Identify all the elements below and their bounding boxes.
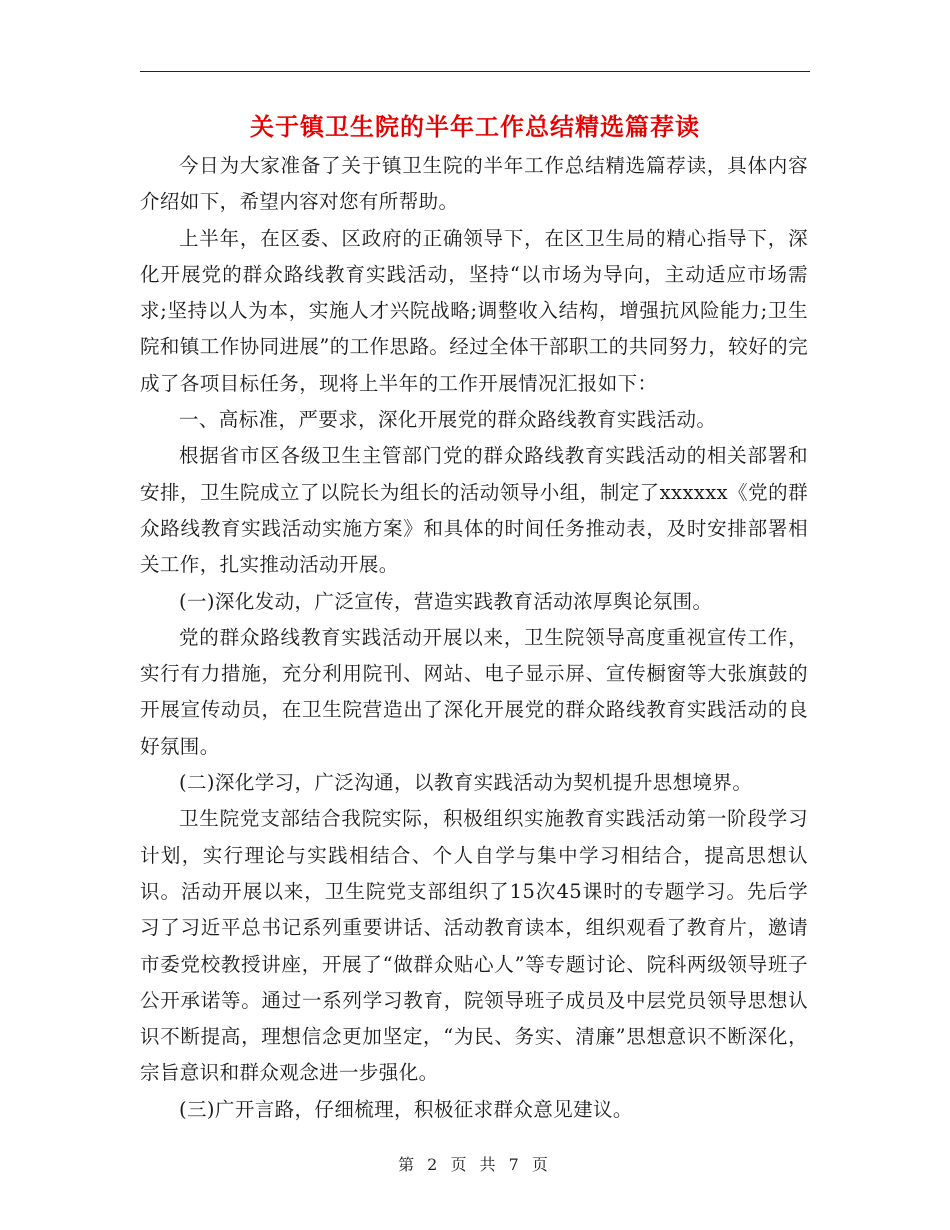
subsection-heading-3: (三)广开言路，仔细梳理，积极征求群众意见建议。 (179, 1097, 633, 1121)
paragraph-intro: 今日为大家准备了关于镇卫生院的半年工作总结精选篇荐读，具体内容介绍如下，希望内容对您有所帮助。 (140, 154, 808, 214)
document-body (140, 148, 808, 1128)
page-number: 第 2 页 共 7 页 (398, 1155, 552, 1174)
paragraph-arrangement: 根据省市区各级卫生主管部门党的群众路线教育实践活动的相关部署和安排，卫生院成立了以院长为组长的活动领导小组，制定了xxxxxx《党的群众路线教育实践活动实施方案》和具体的时间任务推动表，及时安排部署相关工作，扎实推动活动开展。 (140, 444, 808, 577)
paragraph-publicity: 党的群众路线教育实践活动开展以来，卫生院领导高度重视宣传工作，实行有力措施，充分利用院刊、网站、电子显示屏、宣传橱窗等大张旗鼓的开展宣传动员，在卫生院营造出了深化开展党的群众路线教育实践活动的良好氛围。 (140, 625, 808, 758)
document-title: 关于镇卫生院的半年工作总结精选篇荐读 (250, 113, 700, 141)
paragraph-study: 卫生院党支部结合我院实际，积极组织实施教育实践活动第一阶段学习计划，实行理论与实践相结合、个人自学与集中学习相结合，提高思想认识。活动开展以来，卫生院党支部组织了15次45课时的专题学习。先后学习了习近平总书记系列重要讲话、活动教育读本，组织观看了教育片，邀请市委党校教授讲座，开展了“做群众贴心人”等专题讨论、院科两级领导班子公开承诺等。通过一系列学习教育，院领导班子成员及中层党员领导思想认识不断提高，理想信念更加坚定，“为民、务实、清廉”思想意识不断深化，宗旨意识和群众观念进一步强化。 (140, 807, 808, 1085)
section-heading-1: 一、高标准，严要求，深化开展党的群众路线教育实践活动。 (179, 408, 717, 432)
paragraph-overview: 上半年，在区委、区政府的正确领导下，在区卫生局的精心指导下，深化开展党的群众路线教育实践活动，坚持“以市场为导向，主动适应市场需求;坚持以人为本，实施人才兴院战略;调整收入结构，增强抗风险能力;卫生院和镇工作协同进展”的工作思路。经过全体干部职工的共同努力，较好的完成了各项目标任务，现将上半年的工作开展情况汇报如下： (140, 226, 808, 395)
header-rule (140, 71, 810, 72)
subsection-heading-1: (一)深化发动，广泛宣传，营造实践教育活动浓厚舆论氛围。 (179, 589, 713, 613)
subsection-heading-2: (二)深化学习，广泛沟通，以教育实践活动为契机提升思想境界。 (179, 771, 753, 795)
